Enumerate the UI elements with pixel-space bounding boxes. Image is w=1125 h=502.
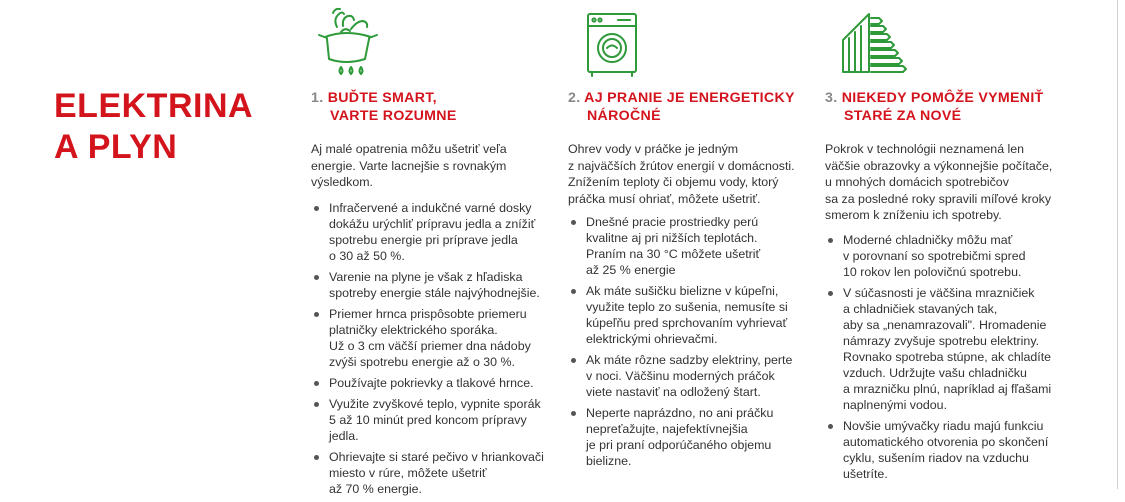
bullet-line: spotreby energie stále najvýhodnejšie. [329, 286, 540, 300]
bullet-line: Používajte pokrievky a tlakové hrnce. [329, 376, 534, 390]
bullet-line: miesto v rúre, môžete ušetriť [329, 466, 487, 480]
tip-heading-line: NIEKEDY POMÔŽE VYMENIŤ [841, 90, 1044, 106]
list-item [311, 269, 566, 301]
intro-line: väčšie obrazovky a výkonnejšie počítače, [825, 158, 1053, 173]
bullet-line: cyklu, sušením riadov na vzduchu [843, 451, 1029, 465]
tip-heading-line: AJ PRANIE JE ENERGETICKY [584, 90, 795, 106]
list-item [311, 449, 566, 497]
tip-bullet-list [825, 232, 1080, 487]
bullet-line: naplnenými vodou. [843, 398, 948, 412]
tip-heading-line: NÁROČNÉ [587, 108, 661, 124]
list-item [311, 396, 566, 444]
bullet-line: Neperte naprázdno, no ani práčku [586, 406, 774, 420]
list-item [311, 200, 566, 264]
bullet-line: Moderné chladničky môžu mať [843, 233, 1013, 247]
tip-intro [311, 141, 561, 191]
list-item [311, 375, 566, 391]
tip-heading-line: VARTE ROZUMNE [330, 108, 457, 124]
bullet-line: V súčasnosti je väčšina mrazničiek [843, 286, 1035, 300]
bullet-line: dokážu urýchliť prípravu jedla a znížiť [329, 217, 536, 231]
bullet-line: 10 rokov len polovičnú spotrebu. [843, 265, 1022, 279]
intro-line: z najväčších žrútov energií v domácnosti. [568, 158, 795, 173]
bullet-line: v noci. Väčšinu moderných práčok [586, 369, 775, 383]
bullet-line: platničky elektrického sporáka. [329, 323, 498, 337]
bullet-line: Varenie na plyne je však z hľadiska [329, 270, 523, 284]
bullet-line: spotrebu energie pri príprave jedla [329, 233, 518, 247]
energy-label-house-icon [839, 10, 909, 82]
tip-heading-line: STARÉ ZA NOVÉ [844, 108, 962, 124]
bullet-line: viete nastaviť na odložený štart. [586, 385, 761, 399]
page-title-line-2: A PLYN [54, 128, 178, 166]
intro-line: u mnohých domácich spotrebičov [825, 175, 1009, 189]
list-item [311, 306, 566, 370]
washing-machine-icon [582, 10, 652, 82]
intro-line: Ohrev vody v práčke je jedným [568, 142, 739, 156]
list-item [568, 283, 823, 347]
page-title [54, 86, 253, 168]
tip-heading [311, 89, 571, 125]
bullet-line: Infračervené a indukčné varné dosky [329, 201, 532, 215]
tip-number: 1. [311, 90, 324, 106]
bullet-line: námrazy zvyšuje spotrebu elektriny. [843, 334, 1040, 348]
list-item [568, 352, 823, 400]
bullet-line: Ak máte sušičku bielizne v kúpeľni, [586, 284, 779, 298]
bullet-line: Praním na 30 °C môžete ušetriť [586, 247, 761, 261]
tip-bullet-list [311, 200, 566, 502]
page-edge-line [1117, 0, 1118, 489]
intro-line: výsledkom. [311, 175, 373, 189]
bullet-line: Priemer hrnca prispôsobte priemeru [329, 307, 527, 321]
bullet-line: Využite zvyškové teplo, vypnite sporák [329, 397, 541, 411]
bullet-line: ušetríte. [843, 467, 888, 481]
intro-line: práčka musí ohriať, môžete ušetriť. [568, 191, 761, 206]
tip-number: 2. [568, 90, 581, 106]
bullet-line: Rovnako spotreba stúpne, ak chladíte [843, 350, 1052, 364]
bullet-line: bielizne. [586, 454, 632, 468]
list-item [568, 405, 823, 469]
tip-intro [825, 141, 1075, 224]
bullet-line: o 30 až 50 %. [329, 249, 405, 263]
bullet-line: aby sa „nenamrazovali". Hromadenie [843, 318, 1047, 332]
tip-heading-line: BUĎTE SMART, [327, 90, 437, 106]
bullet-line: a mrazničku plnú, napríklad aj fľašami [843, 382, 1052, 396]
tip-bullet-list [568, 214, 823, 474]
intro-line: smerom k zníženiu ich spotreby. [825, 208, 1002, 222]
bullet-line: je pri praní odporúčaného objemu [586, 438, 772, 452]
bullet-line: Ak máte rôzne sadzby elektriny, perte [586, 353, 793, 367]
bullet-line: a chladničiek stavaných tak, [843, 302, 998, 316]
bullet-line: kúpeľňu pred sprchovaním vyhrievať [586, 316, 788, 330]
intro-line: Aj malé opatrenia môžu ušetriť veľa [311, 142, 507, 156]
bullet-line: zvýši spotrebu energie až o 30 %. [329, 355, 515, 369]
tip-heading [825, 89, 1085, 125]
intro-line: Pokrok v technológii neznamená len [825, 142, 1025, 156]
bullet-line: v porovnaní so spotrebičmi spred [843, 249, 1026, 263]
list-item [568, 214, 823, 278]
bullet-line: Už o 3 cm väčší priemer dna nádoby [329, 339, 531, 353]
intro-line: sa za posledné roky spravili míľové kroky [825, 191, 1052, 206]
bullet-line: automatického otvorenia po skončení [843, 435, 1049, 449]
intro-line: energie. Varte lacnejšie s rovnakým [311, 158, 507, 173]
tip-number: 3. [825, 90, 838, 106]
cooking-pot-icon [311, 5, 381, 77]
intro-line: Znížením teploty či objemu vody, ktorý [568, 175, 779, 189]
tip-heading [568, 89, 828, 125]
bullet-line: využite teplo zo sušenia, nemusíte si [586, 300, 788, 314]
bullet-line: Novšie umývačky riadu majú funkciu [843, 419, 1044, 433]
tip-intro [568, 141, 818, 207]
list-item [825, 418, 1080, 482]
bullet-line: Ohrievajte si staré pečivo v hriankovači [329, 450, 544, 464]
bullet-line: jedla. [329, 429, 359, 443]
bullet-line: elektrickými ohrievačmi. [586, 332, 718, 346]
bullet-line: nepreťažujte, najefektívnejšia [586, 422, 748, 436]
list-item [825, 232, 1080, 280]
bullet-line: vzduch. Udržujte vašu chladničku [843, 366, 1027, 380]
bullet-line: 5 až 10 minút pred koncom prípravy [329, 413, 527, 427]
bullet-line: až 70 % energie. [329, 482, 422, 496]
bullet-line: Dnešné pracie prostriedky perú [586, 215, 759, 229]
bullet-line: kvalitne aj pri nižších teplotách. [586, 231, 758, 245]
bullet-line: až 25 % energie [586, 263, 676, 277]
list-item [825, 285, 1080, 413]
page-title-line-1: ELEKTRINA [54, 87, 254, 125]
